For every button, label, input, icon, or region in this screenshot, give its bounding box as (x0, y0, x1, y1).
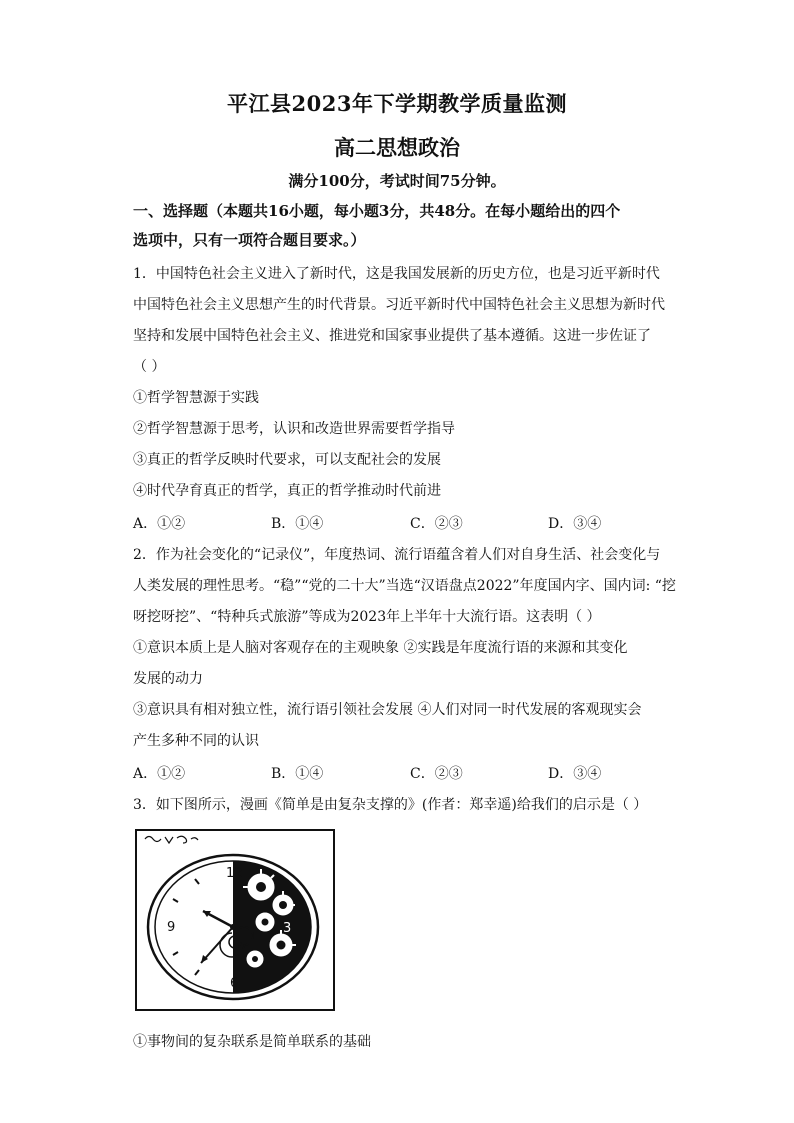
statement-item: ④时代孕育真正的哲学，真正的哲学推动时代前进 (133, 483, 441, 499)
question-stem-line: 人类发展的理性思考。“稳”“党的二十大”当选“汉语盘点2022”年度国内字、国内词: “挖 (133, 578, 676, 594)
statement-item: ①事物间的复杂联系是简单联系的基础 (133, 1034, 371, 1050)
clock-cartoon-image (133, 827, 337, 1013)
statement-item: 发展的动力 (133, 671, 203, 687)
question-stem-line: 2．作为社会变化的“记录仪”，年度热词、流行语蕴含着人们对自身生活、社会变化与 (133, 547, 661, 563)
question-3 (133, 790, 673, 821)
option-d[interactable]: D．③④ (548, 516, 602, 532)
question-stem-line: （ ） (133, 359, 166, 375)
question-stem-line: 呀挖呀挖”、“特种兵式旅游”等成为2023年上半年十大流行语。这表明（ ） (133, 609, 601, 625)
svg-text:12: 12 (226, 866, 243, 881)
option-b[interactable]: B．①④ (271, 766, 324, 782)
statement-item: ①哲学智慧源于实践 (133, 390, 259, 406)
question-stem-line: 1．中国特色社会主义进入了新时代，这是我国发展新的历史方位，也是习近平新时代 (133, 266, 660, 282)
option-a[interactable]: A．①② (133, 516, 186, 532)
exam-subject: 高二思想政治 (334, 135, 460, 160)
statement-item: ②哲学智慧源于思考，认识和改造世界需要哲学指导 (133, 421, 455, 437)
statement-item: ①意识本质上是人脑对客观存在的主观映象 ②实践是年度流行语的来源和其变化 (133, 640, 628, 656)
svg-text:3: 3 (283, 921, 292, 936)
question-2 (133, 540, 676, 757)
option-b[interactable]: B．①④ (271, 516, 324, 532)
question-stem-line: 坚持和发展中国特色社会主义、推进党和国家事业提供了基本遵循。这进一步佐证了 (133, 328, 651, 344)
question-2-options (133, 763, 673, 787)
exam-title: 平江县2023年下学期教学质量监测 (227, 91, 567, 116)
question-3-items (133, 1027, 673, 1058)
question-stem-line: 中国特色社会主义思想产生的时代背景。习近平新时代中国特色社会主义思想为新时代 (133, 297, 665, 313)
section-heading (133, 197, 673, 255)
exam-info: 满分100分，考试时间75分钟。 (288, 172, 506, 190)
section-heading-line: 一、选择题（本题共16小题，每小题3分，共48分。在每小题给出的四个 (133, 202, 621, 220)
question-stem-line: 3．如下图所示，漫画《简单是由复杂支撑的》(作者：郑幸遥)给我们的启示是（ ） (133, 797, 648, 813)
svg-text:6: 6 (230, 976, 239, 991)
statement-item: ③意识具有相对独立性，流行语引领社会发展 ④人们对同一时代发展的客观现实会 (133, 702, 642, 718)
option-d[interactable]: D．③④ (548, 766, 602, 782)
statement-item: ③真正的哲学反映时代要求，可以支配社会的发展 (133, 452, 441, 468)
option-c[interactable]: C．②③ (410, 516, 463, 532)
question-1 (133, 259, 673, 507)
svg-text:9: 9 (167, 920, 176, 935)
option-c[interactable]: C．②③ (410, 766, 463, 782)
question-1-options (133, 513, 673, 537)
statement-item: 产生多种不同的认识 (133, 733, 259, 749)
section-heading-line: 选项中，只有一项符合题目要求。） (133, 231, 366, 249)
option-a[interactable]: A．①② (133, 766, 186, 782)
